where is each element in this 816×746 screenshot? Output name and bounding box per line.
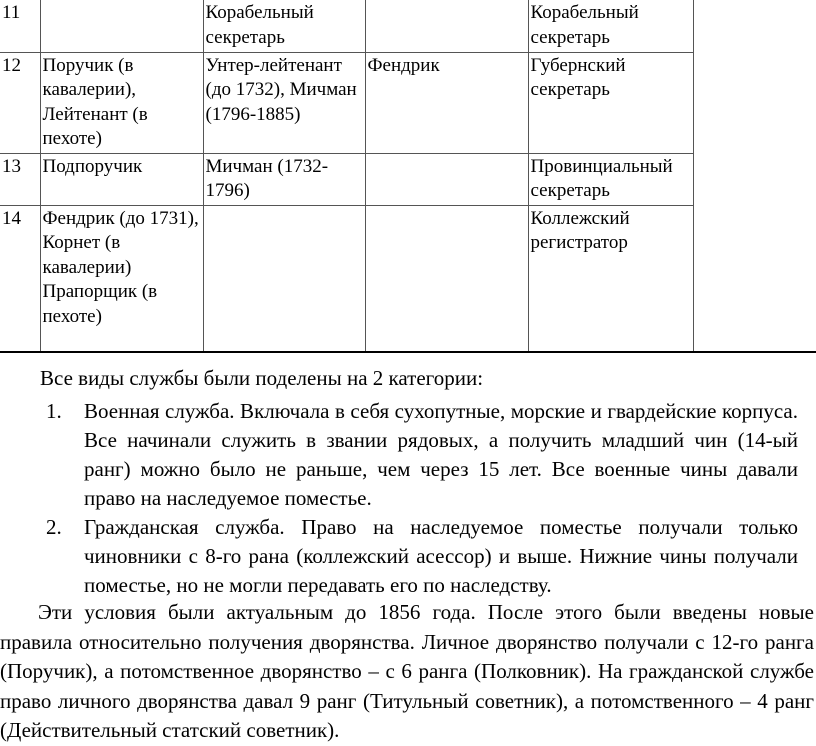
list-item — [46, 513, 798, 600]
army-rank-cell: Поручик (в кавалерии), Лейтенант (в пехоте) — [40, 52, 203, 153]
rank-number-cell: 14 — [0, 205, 40, 352]
rank-number-cell: 12 — [0, 52, 40, 153]
civil-rank-cell: Провинциальный секретарь — [528, 153, 693, 205]
navy-rank-cell: Мичман (1732-1796) — [203, 153, 365, 205]
guard-rank-cell — [365, 153, 528, 205]
navy-rank-cell: Унтер-лейтенант (до 1732), Мичман (1796-1885) — [203, 52, 365, 153]
table-row — [0, 0, 816, 52]
civil-rank-cell: Корабельный секретарь — [528, 0, 693, 52]
empty-column-cell — [693, 0, 816, 352]
civil-rank-cell: Коллежский регистратор — [528, 205, 693, 352]
navy-rank-cell: Корабельный секретарь — [203, 0, 365, 52]
service-categories-list — [46, 397, 798, 600]
army-rank-cell — [40, 0, 203, 52]
closing-paragraph: Эти условия были актуальным до 1856 года. После этого были введены новые правила относительно получения дворянства. Личное дворянство получали с 12-го ранга (Поручик), а потомственное дворянство – с 6 ранга (Полковник). На гражданской службе право личного дворянства давал 9 ранг (Титульный советник), а потомственного – 4 ранг (Действительный статский советник). — [0, 600, 814, 742]
list-item-text: Гражданская служба. Право на наследуемое поместье получали только чиновники с 8-го рана (коллежский асессор) и выше. Нижние чины получали поместье, но не могли передавать его по наследству. — [84, 515, 798, 597]
intro-paragraph: Все виды службы были поделены на 2 категории: — [40, 366, 484, 390]
civil-rank-cell: Губернский секретарь — [528, 52, 693, 153]
guard-rank-cell — [365, 205, 528, 352]
navy-rank-cell — [203, 205, 365, 352]
ranks-table — [0, 0, 816, 353]
list-item — [46, 397, 798, 513]
guard-rank-cell: Фендрик — [365, 52, 528, 153]
list-item-number: 2. — [46, 515, 62, 539]
guard-rank-cell — [365, 0, 528, 52]
list-item-number: 1. — [46, 399, 62, 423]
rank-number-cell: 11 — [0, 0, 40, 52]
army-rank-cell: Подпоручик — [40, 153, 203, 205]
list-item-text: Военная служба. Включала в себя сухопутные, морские и гвардейские корпуса. Все начинали служить в звании рядовых, а получить младший чин (14-ый ранг) можно было не раньше, чем через 15 лет. Все военные чины давали право на наследуемое поместье. — [84, 399, 798, 510]
rank-number-cell: 13 — [0, 153, 40, 205]
army-rank-cell: Фендрик (до 1731), Корнет (в кавалерии) Прапорщик (в пехоте) — [40, 205, 203, 352]
